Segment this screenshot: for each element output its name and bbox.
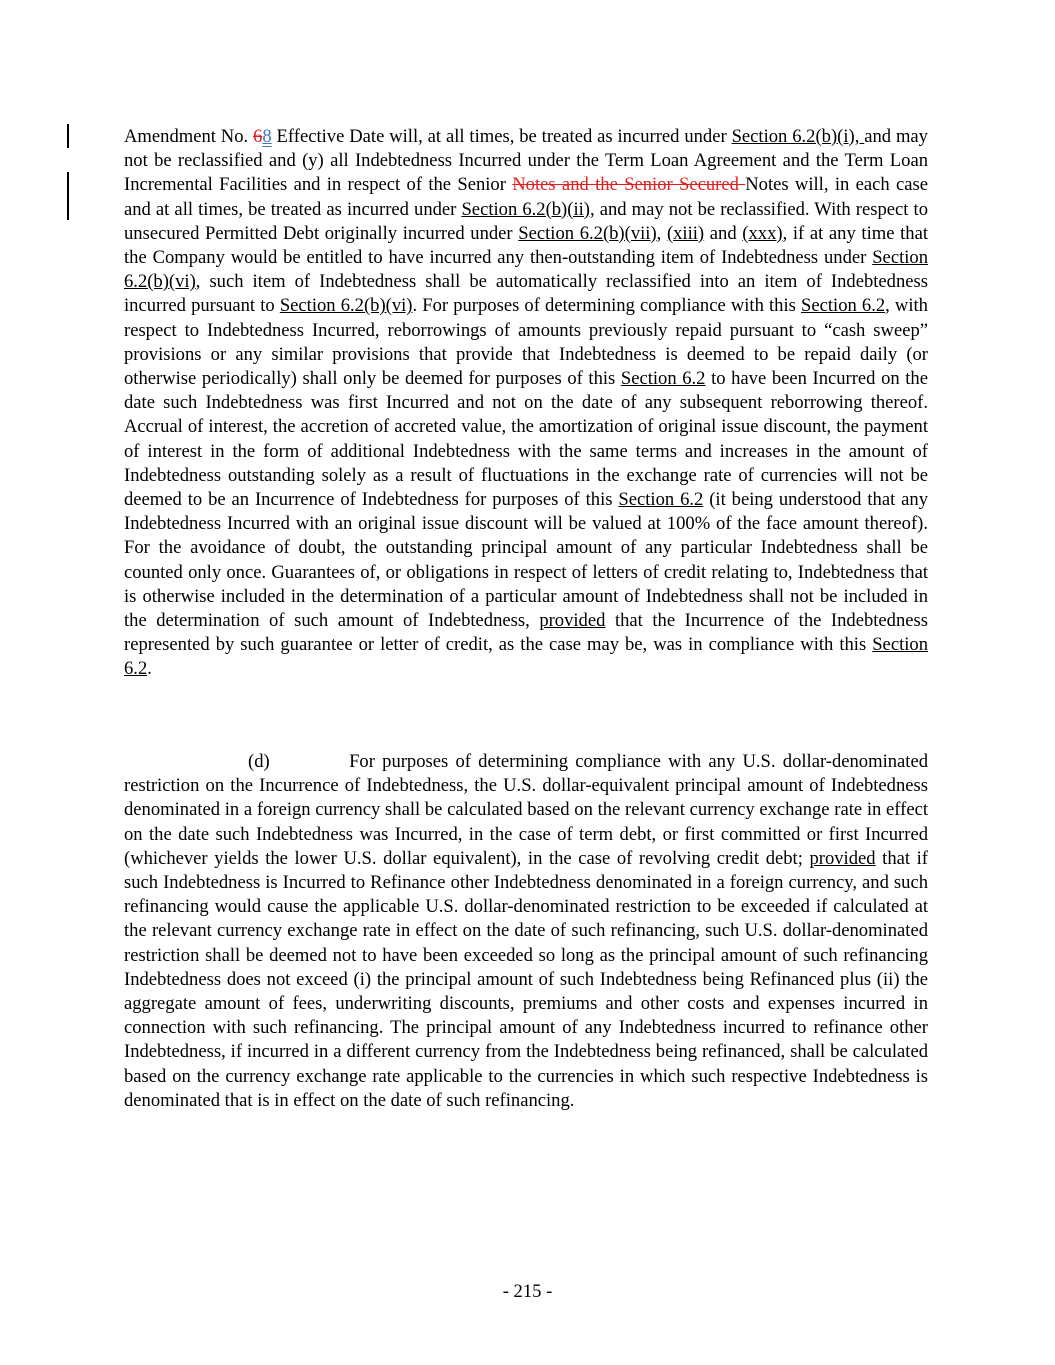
section-reference: Section 6.2(b)(vi): [124, 247, 928, 293]
text-run: .: [147, 658, 152, 680]
text-run: Effective Date will, at all times, be treated as incurred under: [271, 126, 732, 147]
section-reference: Section 6.2: [620, 368, 706, 390]
section-reference: Section 6.2(b)(ii): [461, 198, 590, 220]
text-run: , if at any time that the Company would be entitled to have incurred any then-outstanding item of Indebtedness under: [124, 222, 929, 269]
deleted-text: Notes and the Senior Secured: [512, 174, 746, 196]
change-bar: [67, 124, 69, 148]
section-reference: Section 6.2(b)(i),: [731, 126, 865, 147]
page-number: - 215 -: [502, 1281, 553, 1302]
text-run: and may not be reclassified and (y) all Indebtedness Incurred under the Term Loan Agreement and the Term Loan Incremental Facilities and in respect of the Senior: [124, 126, 928, 196]
provided-term: provided: [809, 847, 876, 869]
provided-term: provided: [539, 610, 606, 632]
text-run: and: [704, 222, 743, 244]
text-run: that the Incurrence of the Indebtedness represented by such guarantee or letter of credit, as the case may be, was in compliance with this: [124, 610, 929, 656]
text-run: to have been Incurred on the date such Indebtedness was first Incurred and not on the date of any subsequent reborrowing thereof. Accrual of interest, the accretion of accreted value, the amortization of original issue discount, the payment of interest in the form of additional Indebtedness with the same terms and increases in the amount of Indebtedness outstanding solely as a result of fluctuations in the exchange rate of currencies will not be deemed to be an Incurrence of Indebtedness for purposes of this: [124, 368, 928, 511]
text-run: , with respect to Indebtedness Incurred, reborrowings of amounts previously repaid pursuant to “cash sweep” provisions or any similar provisions that provide that Indebtedness is deemed to be repaid daily (or otherwise periodically) shall only be deemed for purposes of this: [124, 295, 928, 390]
text-run: , and may not be reclassified. With respect to unsecured Permitted Debt originally incurred under: [124, 198, 928, 244]
change-bar: [67, 172, 69, 220]
section-reference: Section 6.2: [618, 489, 704, 511]
clause-label: (d): [248, 751, 270, 772]
section-reference: (xiii): [666, 222, 705, 244]
section-reference: Section 6.2: [801, 295, 886, 317]
paragraph-c-continued: [124, 125, 928, 682]
text-run: For purposes of determining compliance with any U.S. dollar-denominated restriction on the Incurrence of Indebtedness, the U.S. dollar-equivalent principal amount of Indebtedness denominated in a foreign currency shall be calculated based on the relevant currency exchange rate in effect on the date such Indebtedness was Incurred, in the case of term debt, or first committed or first Incurred (whichever yields the lower U.S. dollar equivalent), in the case of revolving credit debt;: [124, 751, 928, 869]
section-reference: (xxx): [742, 222, 783, 244]
text-run: (it being understood that any Indebtedness Incurred with an original issue discount will be valued at 100% of the face amount thereof). For the avoidance of doubt, the outstanding principal amount of any particular Indebtedness shall be counted only once. Guarantees of, or obligations in respect of letters of credit relating to, Indebtedness that is otherwise included in the determination of a particular amount of Indebtedness shall not be included in the determination of such amount of Indebtedness,: [124, 489, 928, 632]
text-run: that if such Indebtedness is Incurred to Refinance other Indebtedness denominated in a foreign currency, and such refinancing would cause the applicable U.S. dollar-denominated restriction to be exceeded if calculated at the relevant currency exchange rate in effect on the date of such refinancing, such U.S. dollar-denominated restriction shall be deemed not to have been exceeded so long as the principal amount of such refinancing Indebtedness does not exceed (i) the principal amount of such Indebtedness being Refinanced plus (ii) the aggregate amount of fees, underwriting discounts, premiums and other costs and expenses incurred in connection with such refinancing. The principal amount of any Indebtedness incurred to refinance other Indebtedness, if incurred in a different currency from the Indebtedness being refinanced, shall be calculated based on the currency exchange rate applicable to the currencies in which such respective Indebtedness is denominated that is in effect on the date of such refinancing.: [124, 847, 928, 1111]
paragraph-d: [124, 750, 928, 1113]
text-run: Amendment No.: [124, 126, 254, 147]
text-run: ,: [656, 222, 667, 244]
section-reference: Section 6.2(b)(vii): [518, 222, 657, 244]
section-reference: Section 6.2: [124, 634, 928, 680]
inserted-text: 8: [262, 126, 272, 147]
text-run: , such item of Indebtedness shall be automatically reclassified into an item of Indebtedness incurred pursuant to: [124, 271, 928, 317]
deleted-text: 6: [253, 126, 263, 147]
section-reference: Section 6.2(b)(vi): [279, 295, 413, 317]
text-run: Notes will, in each case and at all times, be treated as incurred under: [124, 174, 928, 220]
text-run: . For purposes of determining compliance with this: [412, 295, 802, 317]
